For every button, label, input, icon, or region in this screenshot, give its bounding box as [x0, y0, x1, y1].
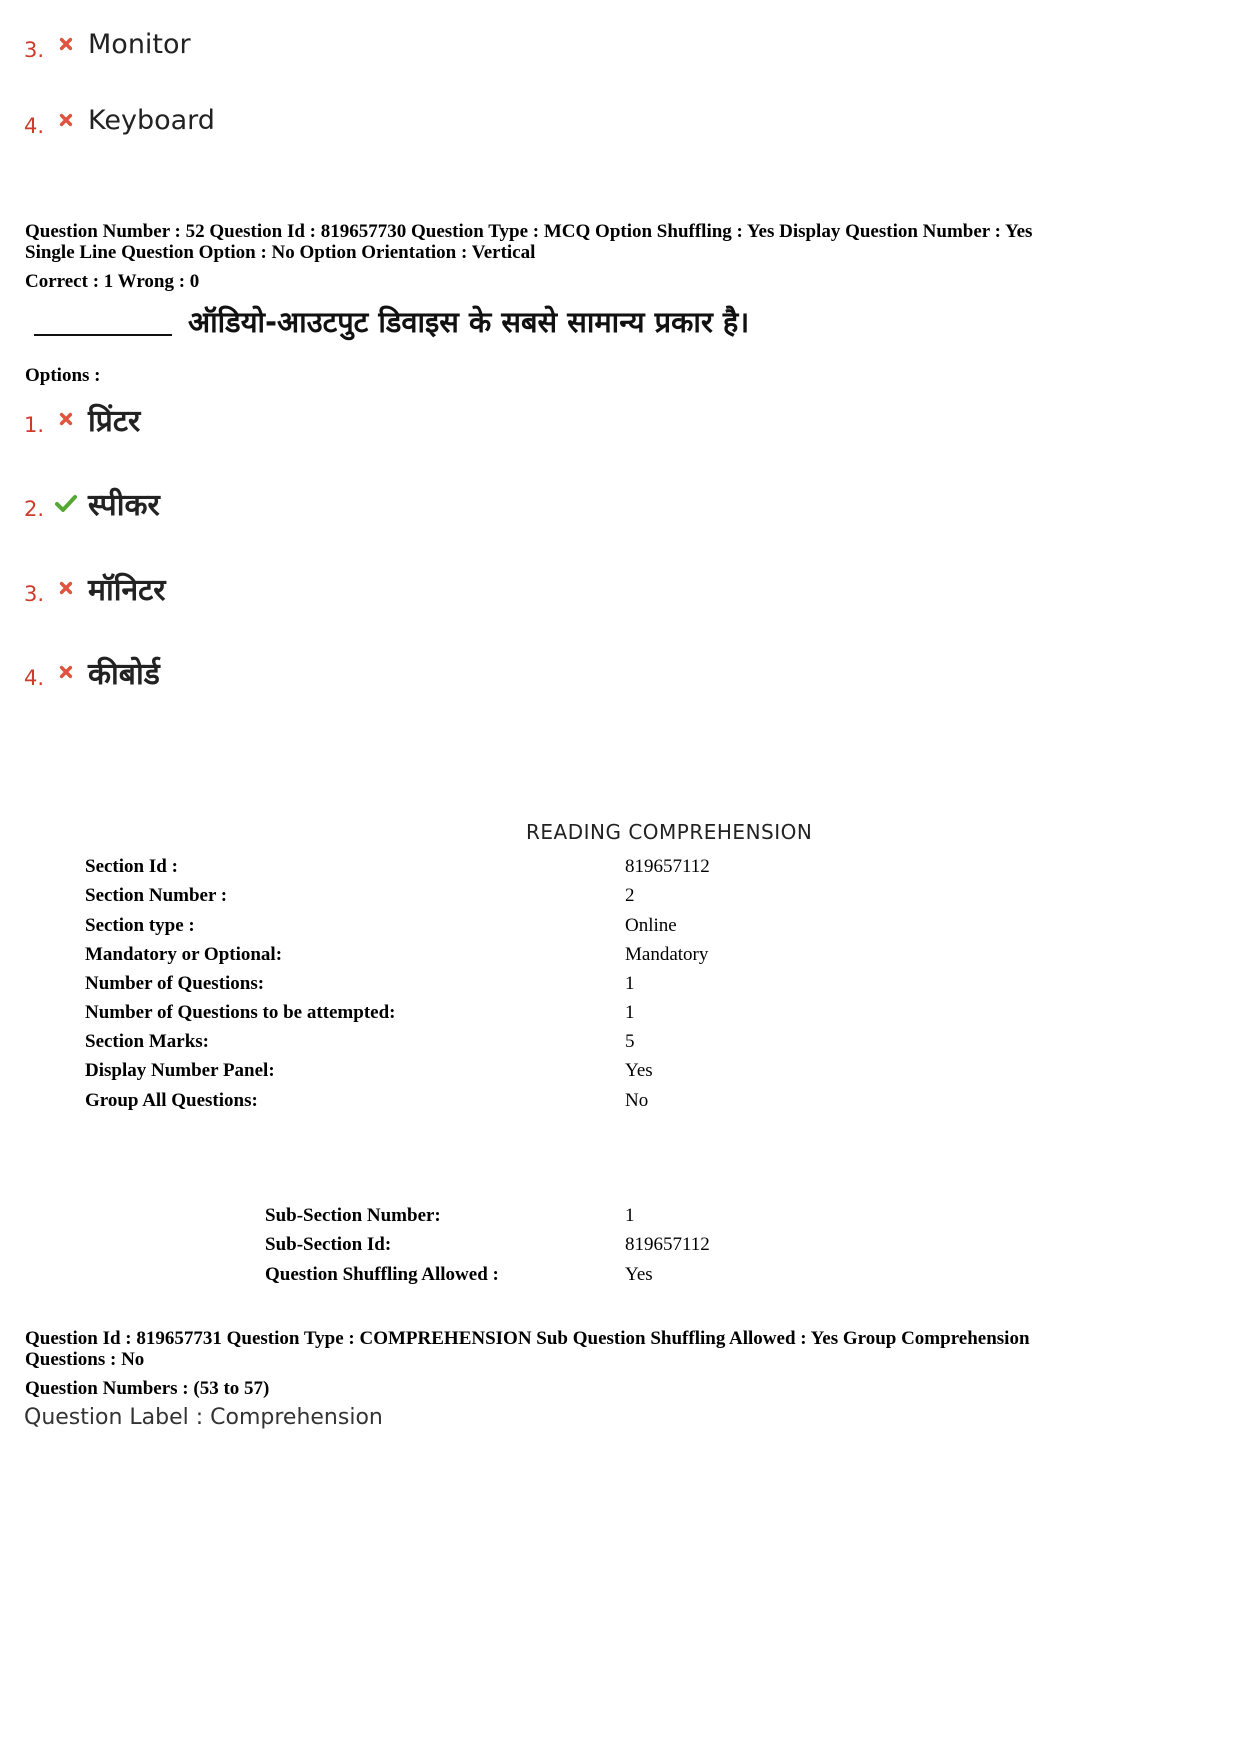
prev-option-4	[24, 98, 215, 142]
option-number: 4.	[24, 114, 45, 138]
subsection-value: 1	[625, 1205, 635, 1226]
option-number: 4.	[24, 666, 45, 690]
section-value: 2	[625, 885, 635, 906]
subsection-key: Question Shuffling Allowed :	[265, 1264, 499, 1285]
option-2	[24, 481, 160, 525]
subsection-value: 819657112	[625, 1234, 710, 1255]
subsection-row	[265, 1230, 1065, 1259]
section-key: Section type :	[85, 915, 195, 936]
question-meta-line-1: Question Number : 52 Question Id : 819657730 Question Type : MCQ Option Shuffling : Yes Display Question Number : Yes	[25, 221, 1033, 242]
section-key: Number of Questions:	[85, 973, 265, 994]
section-value: 819657112	[625, 856, 710, 877]
question-text-body: ऑडियो-आउटपुट डिवाइस के सबसे सामान्य प्रकार है।	[188, 305, 750, 339]
section-row	[85, 852, 1085, 881]
question-marks: Correct : 1 Wrong : 0	[25, 271, 200, 292]
section-value: No	[625, 1090, 649, 1111]
option-text: Monitor	[88, 28, 191, 60]
options-label: Options :	[25, 365, 101, 386]
section-row	[85, 998, 1085, 1027]
section-value: Online	[625, 915, 677, 936]
cross-icon	[48, 412, 84, 426]
section-key: Display Number Panel:	[85, 1060, 275, 1081]
subsection-key: Sub-Section Id:	[265, 1234, 392, 1255]
subsection-key: Sub-Section Number:	[265, 1205, 441, 1226]
section-value: Mandatory	[625, 944, 709, 965]
question-text	[34, 302, 749, 341]
section-row	[85, 911, 1085, 940]
option-number: 3.	[24, 582, 45, 606]
section-key: Group All Questions:	[85, 1090, 258, 1111]
option-text: प्रिंटर	[88, 403, 141, 439]
section-value: 1	[625, 973, 635, 994]
option-number: 3.	[24, 38, 45, 62]
option-text: स्पीकर	[88, 487, 160, 523]
option-number: 1.	[24, 413, 45, 437]
section-value: Yes	[625, 1060, 653, 1081]
option-4	[24, 650, 160, 694]
section-key: Section Marks:	[85, 1031, 210, 1052]
section-key: Section Id :	[85, 856, 178, 877]
section-row	[85, 1086, 1085, 1115]
fill-blank	[34, 334, 172, 336]
comprehension-meta-line-1: Question Id : 819657731 Question Type : COMPREHENSION Sub Question Shuffling Allowed : Yes Group Comprehension	[25, 1328, 1030, 1349]
section-value: 5	[625, 1031, 635, 1052]
section-key: Section Number :	[85, 885, 228, 906]
section-key: Mandatory or Optional:	[85, 944, 283, 965]
comprehension-numbers: Question Numbers : (53 to 57)	[25, 1378, 270, 1399]
subsection-row	[265, 1201, 1065, 1230]
section-row	[85, 940, 1085, 969]
section-row	[85, 881, 1085, 910]
option-3	[24, 566, 166, 610]
section-row	[85, 1027, 1085, 1056]
option-1	[24, 397, 140, 441]
question-label: Question Label : Comprehension	[24, 1405, 383, 1430]
cross-icon	[48, 665, 84, 679]
subsection-value: Yes	[625, 1264, 653, 1285]
option-text: Keyboard	[88, 104, 215, 136]
subsection-row	[265, 1260, 1065, 1289]
comprehension-meta-line-2: Questions : No	[25, 1349, 145, 1370]
prev-option-3	[24, 22, 191, 66]
check-icon	[48, 494, 84, 512]
option-text: मॉनिटर	[88, 572, 166, 608]
option-number: 2.	[24, 497, 45, 521]
section-key: Number of Questions to be attempted:	[85, 1002, 396, 1023]
section-value: 1	[625, 1002, 635, 1023]
cross-icon	[48, 581, 84, 595]
cross-icon	[48, 37, 84, 51]
option-text: कीबोर्ड	[88, 656, 160, 692]
section-title: READING COMPREHENSION	[526, 820, 813, 844]
question-meta-line-2: Single Line Question Option : No Option Orientation : Vertical	[25, 242, 536, 263]
cross-icon	[48, 113, 84, 127]
section-row	[85, 1056, 1085, 1085]
section-row	[85, 969, 1085, 998]
